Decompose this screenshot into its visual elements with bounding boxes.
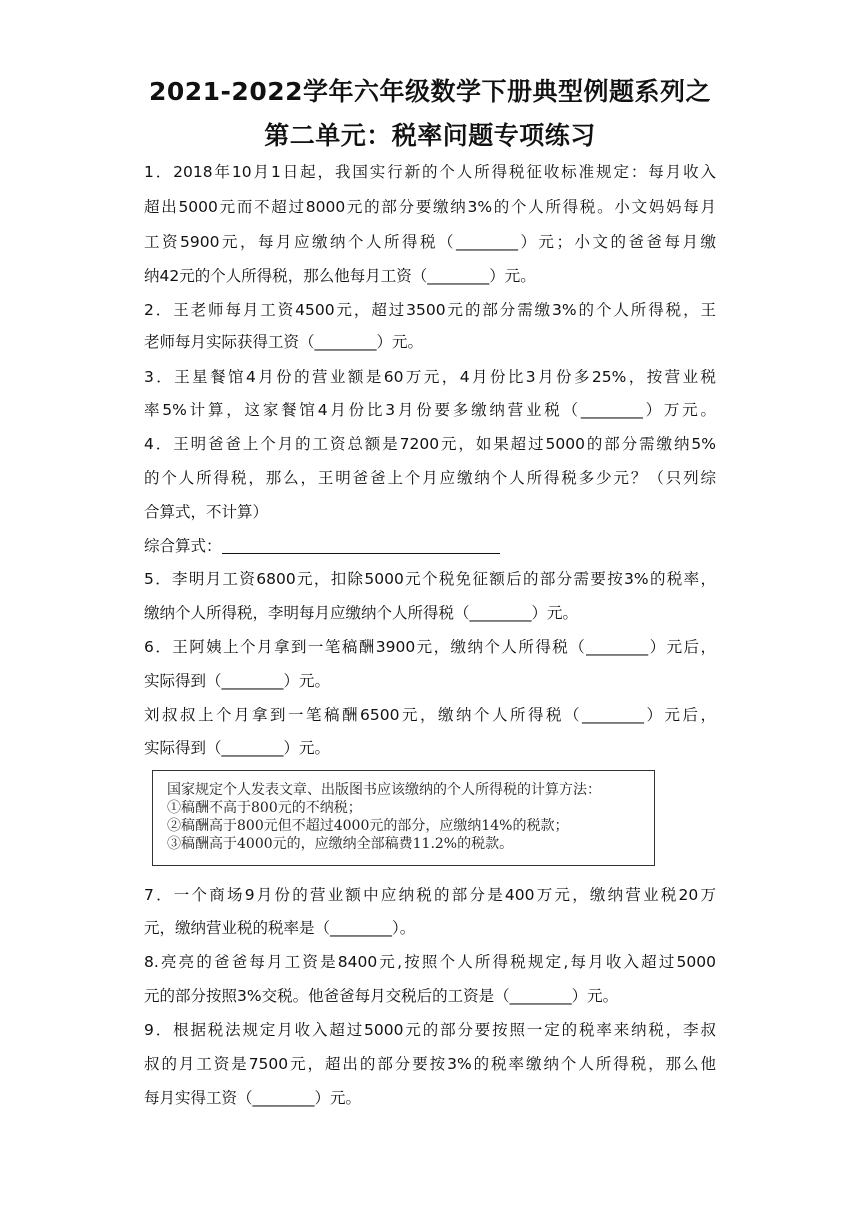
question-4-line-3: 合算式，不计算） bbox=[144, 503, 269, 521]
question-4-line-2: 的个人所得税，那么，王明爸爸上个月应缴纳个人所得税多少元？（只列综 bbox=[144, 469, 716, 487]
question-2-line-2: 老师每月实际获得工资（________）元。 bbox=[144, 333, 424, 351]
tax-rules-box bbox=[152, 770, 655, 866]
worksheet-subtitle: 第二单元：税率问题专项练习 bbox=[264, 121, 596, 150]
worksheet-title: 2021-2022学年六年级数学下册典型例题系列之 bbox=[148, 77, 712, 106]
question-7-line-2: 元，缴纳营业税的税率是（________）。 bbox=[144, 919, 416, 937]
question-3-line-1: 3．王星餐馆4月份的营业额是60万元，4月份比3月份多25%，按营业税 bbox=[144, 368, 716, 386]
question-1-line-1: 1．2018年10月1日起，我国实行新的个人所得税征收标准规定：每月收入 bbox=[144, 163, 716, 181]
question-1-line-2: 超出5000元而不超过8000元的部分要缴纳3%的个人所得税。小文妈妈每月 bbox=[144, 198, 716, 216]
question-1-line-3: 工资5900元，每月应缴纳个人所得税（________）元；小文的爸爸每月缴 bbox=[144, 233, 716, 251]
question-9-line-1: 9．根据税法规定月收入超过5000元的部分要按照一定的税率来纳税，李叔 bbox=[144, 1021, 716, 1039]
question-5-line-2: 缴纳个人所得税，李明每月应缴纳个人所得税（________）元。 bbox=[144, 604, 579, 622]
question-6-line-3: 刘叔叔上个月拿到一笔稿酬6500元，缴纳个人所得税（________）元后， bbox=[144, 706, 716, 724]
tax-rule-2: ②稿酬高于800元但不超过4000元的部分，应缴纳14%的税款； bbox=[167, 818, 569, 834]
question-9-line-2: 叔的月工资是7500元，超出的部分要按3%的税率缴纳个人所得税，那么他 bbox=[144, 1055, 716, 1073]
tax-rule-1: ①稿酬不高于800元的不纳税； bbox=[167, 800, 362, 816]
question-9-line-3: 每月实得工资（________）元。 bbox=[144, 1089, 362, 1107]
formula-label: 综合算式： bbox=[144, 537, 222, 555]
question-8-line-2: 元的部分按照3%交税。他爸爸每月交税后的工资是（________）元。 bbox=[144, 987, 619, 1005]
formula-answer-row bbox=[144, 536, 500, 556]
tax-rule-3: ③稿酬高于4000元的，应缴纳全部稿费11.2%的税款。 bbox=[167, 836, 514, 852]
question-7-line-1: 7．一个商场9月份的营业额中应纳税的部分是400万元，缴纳营业税20万 bbox=[144, 886, 716, 904]
question-6-line-4: 实际得到（________）元。 bbox=[144, 739, 331, 757]
question-5-line-1: 5．李明月工资6800元，扣除5000元个税免征额后的部分需要按3%的税率， bbox=[144, 570, 716, 588]
formula-answer-blank[interactable] bbox=[222, 537, 500, 554]
question-3-line-2: 率5%计算，这家餐馆4月份比3月份要多缴纳营业税（________）万元。 bbox=[144, 401, 716, 419]
tax-rules-heading: 国家规定个人发表文章、出版图书应该缴纳的个人所得税的计算方法： bbox=[167, 782, 601, 798]
question-8-line-1: 8.亮亮的爸爸每月工资是8400元,按照个人所得税规定,每月收入超过5000 bbox=[144, 953, 716, 971]
question-1-line-4: 纳42元的个人所得税，那么他每月工资（________）元。 bbox=[144, 267, 536, 285]
question-6-line-2: 实际得到（________）元。 bbox=[144, 672, 331, 690]
question-2-line-1: 2．王老师每月工资4500元，超过3500元的部分需缴3%的个人所得税，王 bbox=[144, 301, 716, 319]
question-4-line-1: 4．王明爸爸上个月的工资总额是7200元，如果超过5000的部分需缴纳5% bbox=[144, 435, 716, 453]
question-6-line-1: 6．王阿姨上个月拿到一笔稿酬3900元，缴纳个人所得税（________）元后， bbox=[144, 638, 716, 656]
